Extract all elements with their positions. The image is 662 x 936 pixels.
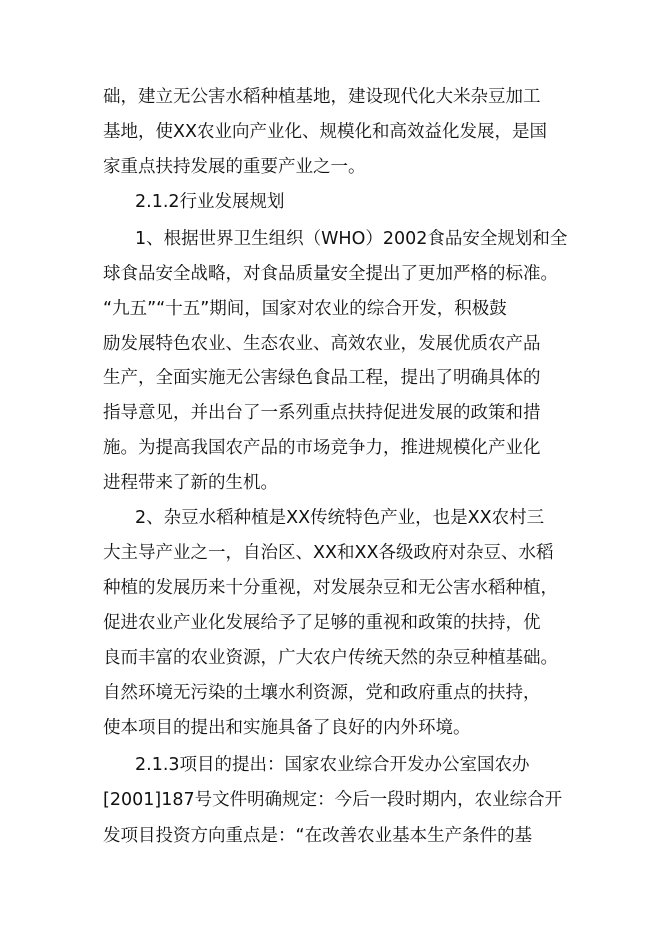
text-line: “九五”“十五”期间，国家对农业的综合开发，积极鼓 xyxy=(103,299,507,319)
text-line: 励发展特色农业、生态农业、高效农业，发展优质农产品 xyxy=(103,334,541,354)
text-line: 球食品安全战略，对食品质量安全提出了更加严格的标准。 xyxy=(103,264,558,284)
text-line: 家重点扶持发展的重要产业之一。 xyxy=(103,157,366,177)
text-line: 施。为提高我国农产品的市场竞争力，推进规模化产业化 xyxy=(103,438,541,458)
section-heading-2-1-2: 2.1.2行业发展规划 xyxy=(135,192,285,212)
text-line: [2001]187号文件明确规定：今后一段时期内，农业综合开 xyxy=(103,790,563,810)
text-line: 生产，全面实施无公害绿色食品工程，提出了明确具体的 xyxy=(103,368,541,388)
text-line: 发项目投资方向重点是：“在改善农业基本生产条件的基 xyxy=(103,826,533,846)
text-line: 指导意见，并出台了一系列重点扶持促进发展的政策和措 xyxy=(103,403,541,423)
text-line: 1、根据世界卫生组织（WHO）2002食品安全规划和全 xyxy=(135,229,568,249)
text-line: 使本项目的提出和实施具备了良好的内外环境。 xyxy=(103,718,471,738)
text-line: 良而丰富的农业资源，广大农户传统天然的杂豆种植基础。 xyxy=(103,648,558,668)
text-line: 础，建立无公害水稻种植基地，建设现代化大米杂豆加工 xyxy=(103,87,541,107)
text-line: 种植的发展历来十分重视，对发展杂豆和无公害水稻种植， xyxy=(103,578,558,598)
text-line: 促进农业产业化发展给予了足够的重视和政策的扶持，优 xyxy=(103,613,541,633)
section-heading-2-1-3: 2.1.3项目的提出：国家农业综合开发办公室国农办 xyxy=(135,755,530,775)
text-line: 进程带来了新的生机。 xyxy=(103,473,278,493)
text-line: 2、杂豆水稻种植是XX传统特色产业，也是XX农村三 xyxy=(135,508,545,528)
text-line: 自然环境无污染的土壤水利资源，党和政府重点的扶持， xyxy=(103,683,541,703)
text-line: 基地，使XX农业向产业化、规模化和高效益化发展，是国 xyxy=(103,122,547,142)
text-line: 大主导产业之一，自治区、XX和XX各级政府对杂豆、水稻 xyxy=(103,543,554,563)
